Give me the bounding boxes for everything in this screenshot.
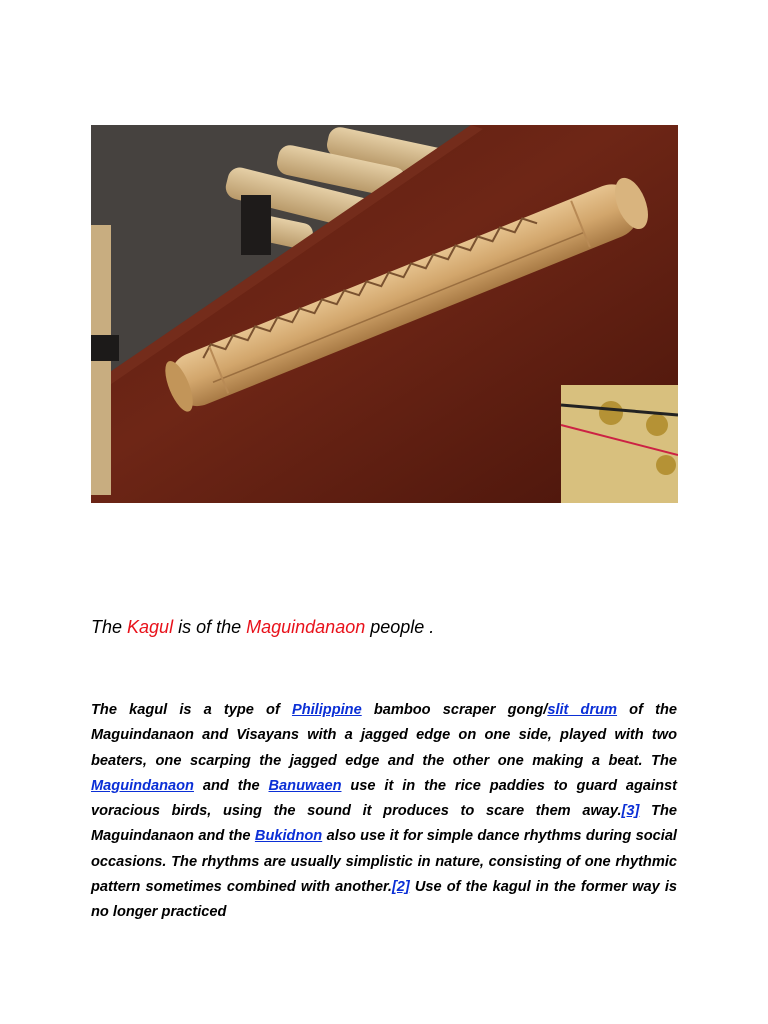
kagul-photo [91,125,678,503]
gongs [561,385,678,503]
reference-3[interactable]: [3] [621,803,640,820]
maguindanaon-highlight: Maguindanaon [246,617,366,637]
reference-2[interactable]: [2] [391,879,410,896]
caption: The Kagul is of the Maguindanaon people . [91,617,435,637]
link-philippine[interactable]: Philippine [291,702,362,718]
link-slit-drum[interactable]: slit drum [547,702,618,718]
description-paragraph: The kagul is a type of Philippine bamboo scraper gong/slit drum of the Maguindanaon and Visayans with a jagged edge on one side, played with two beaters, one scarping the jagged edge and the other one making a beat. The Maguindanaon and the Banuwaen use it in the rice paddies to guard against voracious birds, using the sound it produces to scare them away.[3] The Maguindanaon and the Bukidnon also use it for simple dance rhythms during social occasions. The rhythms are usually simplistic in nature, consisting of one rhythmic pattern sometimes combined with another.[2] Use of the kagul in the former way is no longer practiced [91,702,678,921]
link-banuwaen[interactable]: Banuwaen [268,777,342,794]
link-maguindanaon[interactable]: Maguindanaon [91,777,194,794]
link-bukidnon[interactable]: Bukidnon [254,828,323,845]
kagul-highlight: Kagul [127,617,174,637]
